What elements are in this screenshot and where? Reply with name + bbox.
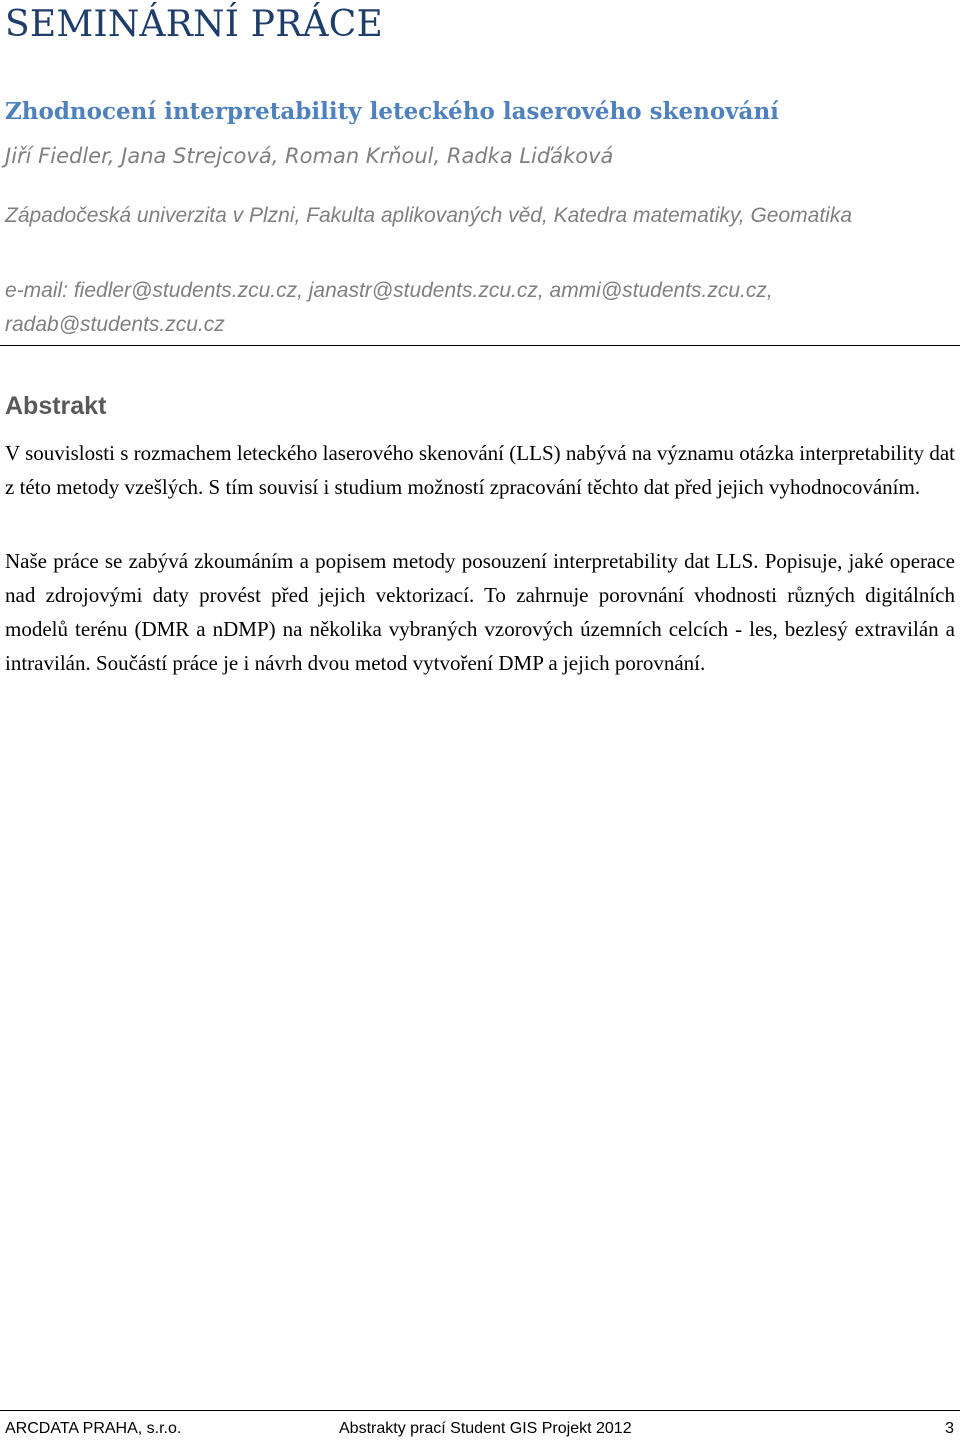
footer-publisher: ARCDATA PRAHA, s.r.o.	[5, 1420, 182, 1437]
abstract-paragraph: Naše práce se zabývá zkoumáním a popisem metody posouzení interpretability dat LLS. Popisuje, jaké operace nad zdrojovými daty provést před jejich vektorizací. To zahrnuje porovnání vhodnosti různých digitálních modelů terénu (DMR a nDMP) na několika vybraných vzorových územních celcích - les, bezlesý extravilán a intravilán. Součástí práce je i návrh dvou metod vytvoření DMP a jejich porovnání.	[5, 549, 955, 675]
footer-publication-title: Abstrakty prací Student GIS Projekt 2012	[339, 1420, 632, 1437]
page-header: SEMINÁRNÍ PRÁCE	[5, 4, 383, 45]
abstract-paragraph: V souvislosti s rozmachem leteckého laserového skenování (LLS) nabývá na významu otázka interpretability dat z této metody vzešlých. S tím souvisí i studium možností zpracování těchto dat před jejich vyhodnocováním.	[5, 441, 955, 499]
contact-emails: e-mail: fiedler@students.zcu.cz, janastr@students.zcu.cz, ammi@students.zcu.cz, radab@students.zcu.cz	[5, 279, 773, 336]
authors: Jiří Fiedler, Jana Strejcová, Roman Krňoul, Radka Liďáková	[5, 144, 614, 168]
header-divider	[0, 345, 960, 346]
paper-title: Zhodnocení interpretability leteckého laserového skenování	[5, 98, 779, 125]
affiliation: Západočeská univerzita v Plzni, Fakulta aplikovaných věd, Katedra matematiky, Geomatika	[5, 204, 853, 227]
footer-divider	[0, 1410, 960, 1411]
abstract-heading: Abstrakt	[5, 392, 107, 420]
page-number: 3	[945, 1420, 954, 1437]
